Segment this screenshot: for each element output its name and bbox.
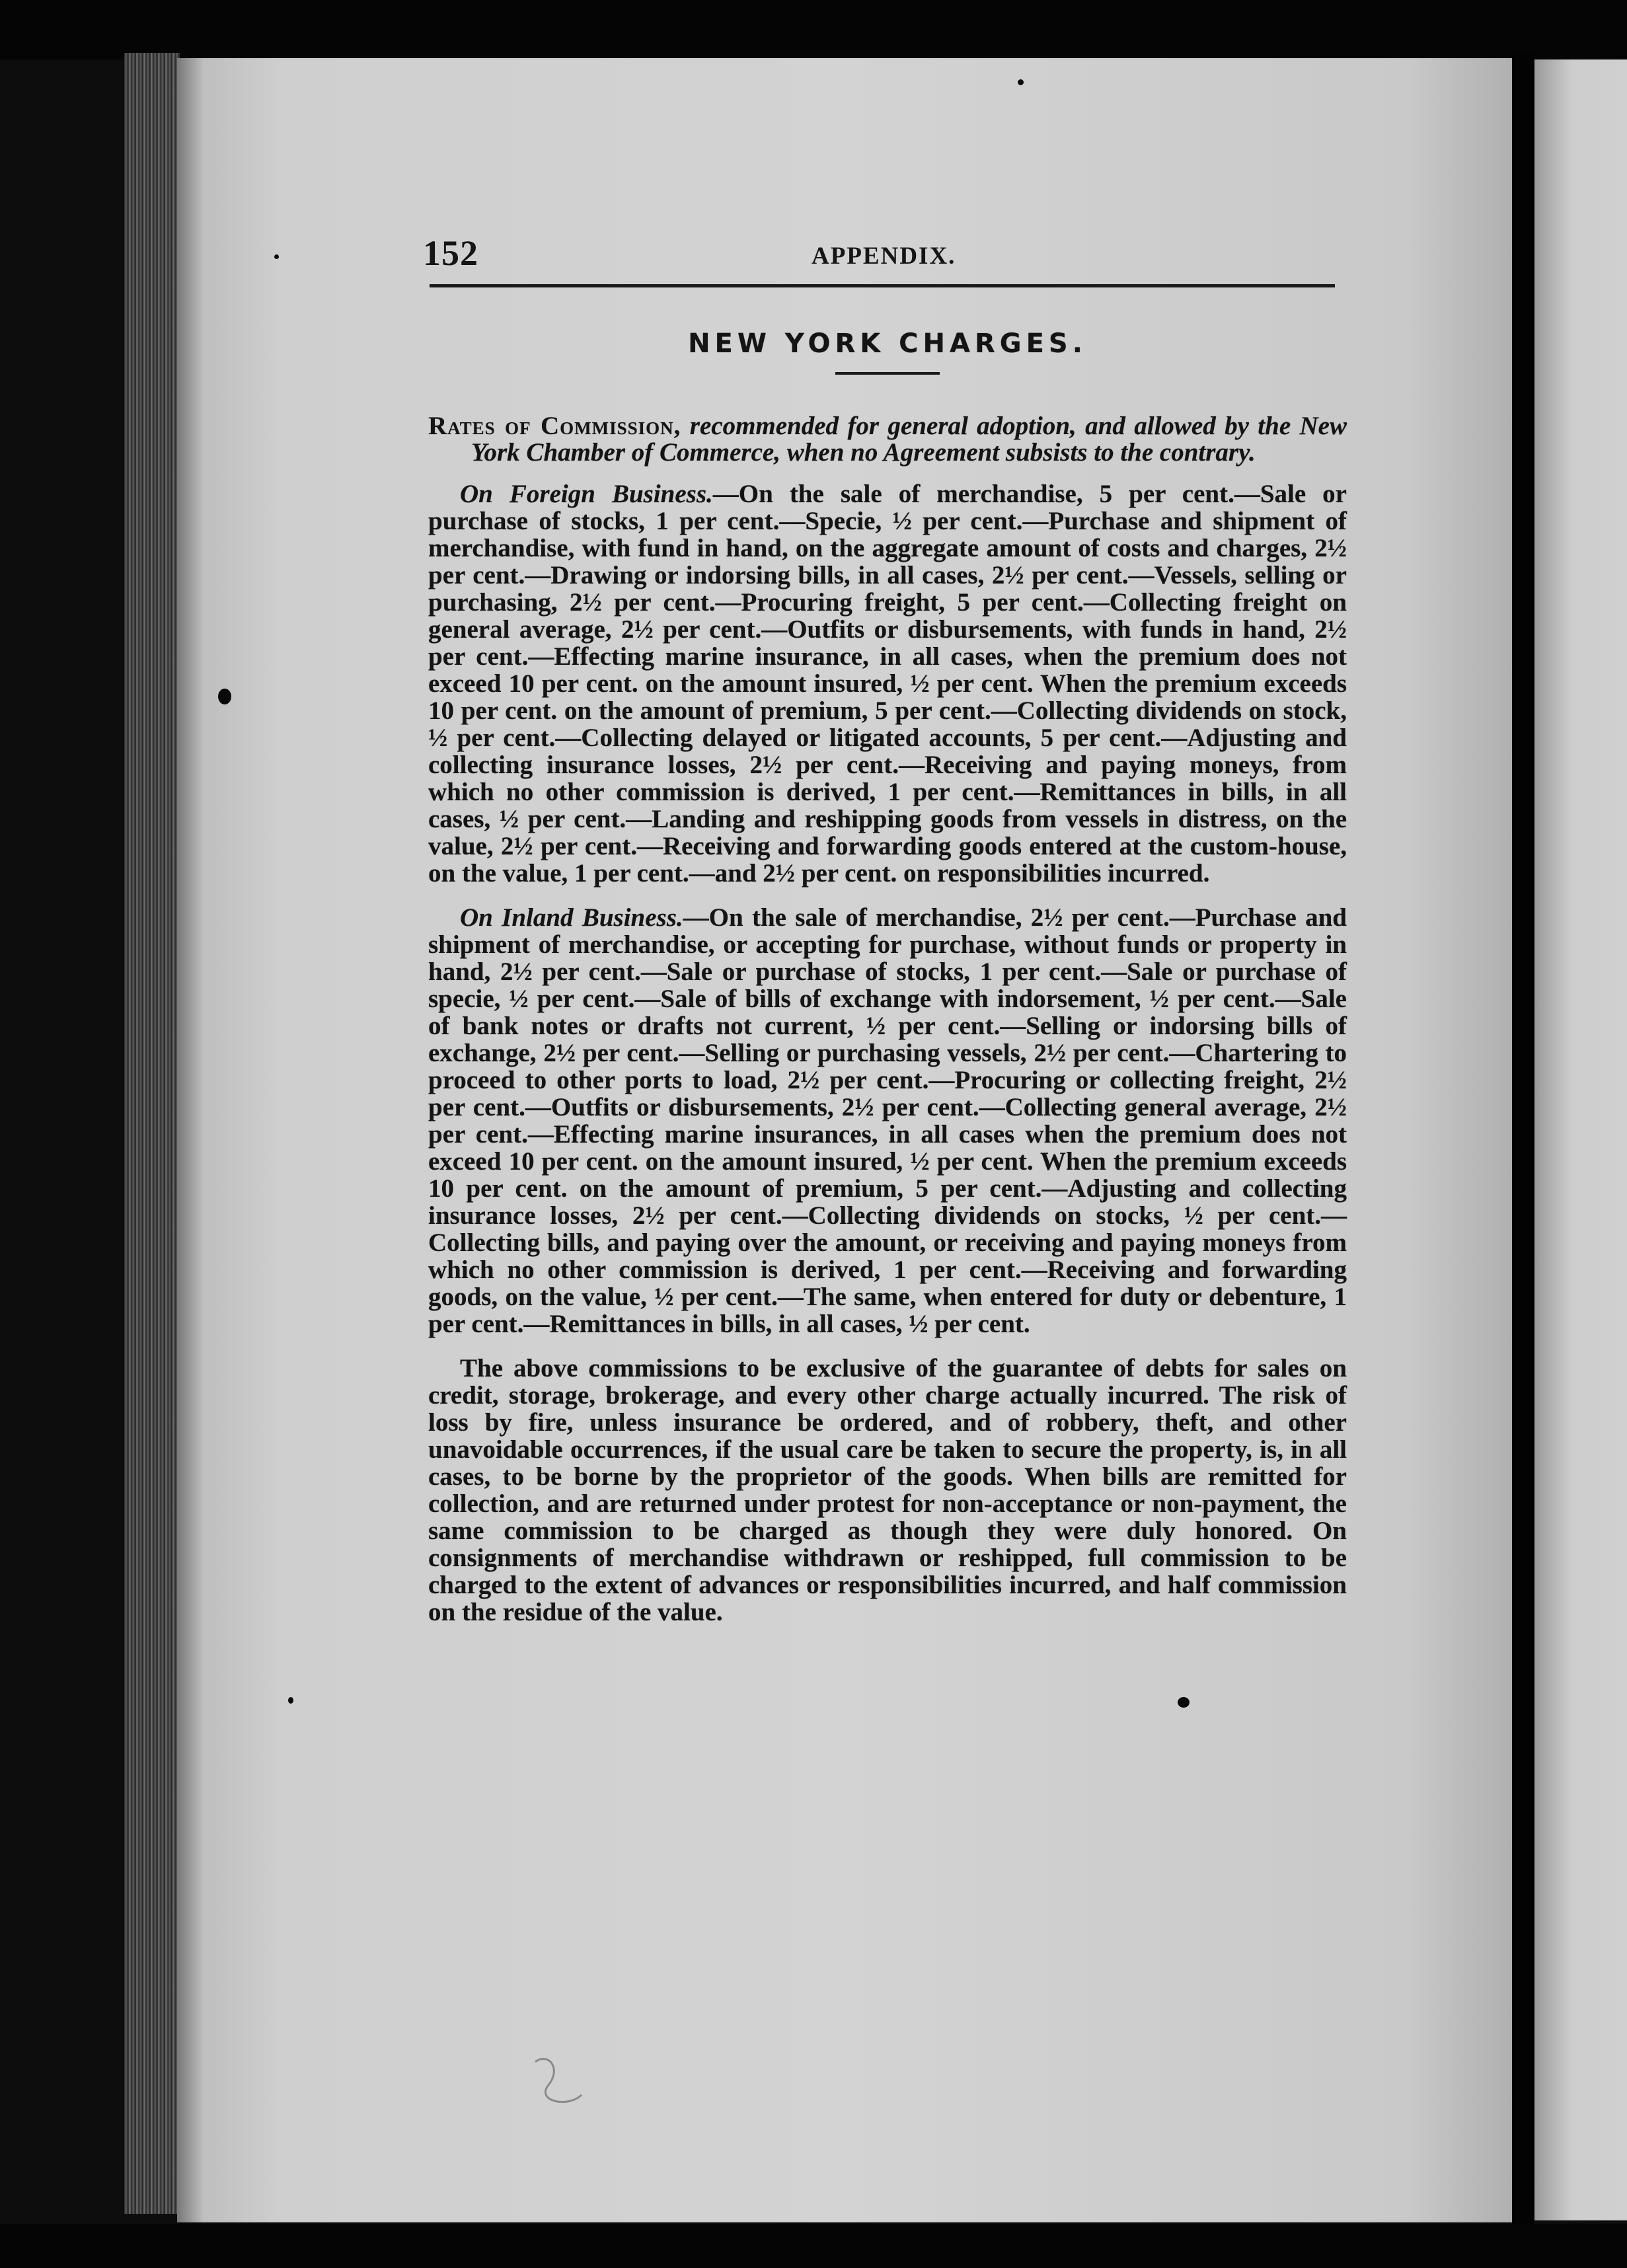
foreign-business-text: —On the sale of merchandise, 5 per cent.—Sale or purchase of stocks, 1 per cent.—Specie, ½ per cent.—Purchase and shipment of merchandise, with fund in hand, on the aggregate amount of costs and charges, 2½ per cent.—Drawing or indorsing bills, in all cases, 2½ per cent.—Vessels, selling or purchasing, 2½ per cent.—Procuring freight, 5 per cent.—Collecting freight on general average, 2½ per cent.—Outfits or disbursements, with funds in hand, 2½ per cent.—Effecting marine insurance, in all cases, when the premium does not exceed 10 per cent. on the amount insured, ½ per cent. When the premium exceeds 10 per cent. on the amount of premium, 5 per cent.—Collecting dividends on stock, ½ per cent.—Collecting delayed or litigated accounts, 5 per cent.—Adjusting and collecting insurance losses, 2½ per cent.—Receiving and paying moneys, from which no other commission is derived, 1 per cent.—Remittances in bills, in all cases, ½ per cent.—Landing and reshipping goods from vessels in distress, on the value, 2½ per cent.—Receiving and forwarding goods entered at the custom-house, on the value, 1 per cent.—and 2½ per cent. on responsibilities incurred. (428, 480, 1347, 888)
article-title: NEW YORK CHARGES. (688, 328, 1087, 359)
inland-business-paragraph (428, 904, 1347, 1338)
page-header (423, 233, 1342, 283)
header-rule (430, 284, 1335, 287)
foreign-business-lead: On Foreign Business. (460, 480, 713, 508)
rates-subheading: recommended for general adoption, and allowed by the New York Chamber of Commerce, when no Agreement subsists to the contrary. (471, 412, 1347, 467)
facing-page-edge (1534, 59, 1627, 2220)
ink-speck (218, 689, 231, 704)
ink-speck (1018, 79, 1024, 85)
article-body (428, 311, 1347, 1643)
page-number: 152 (423, 233, 478, 273)
pencil-mark (529, 2049, 588, 2121)
foreign-business-paragraph (428, 480, 1347, 887)
book-page-edges (124, 53, 180, 2214)
scan-border-top (0, 0, 1627, 59)
inland-business-lead: On Inland Business. (460, 903, 683, 932)
rates-heading: Rates of Commission, (428, 412, 681, 440)
ink-speck (288, 1697, 293, 1704)
page-binding-shadow (177, 58, 204, 2222)
running-head: APPENDIX. (812, 243, 956, 270)
ink-speck (1178, 1697, 1190, 1708)
rates-heading-paragraph (428, 413, 1347, 466)
closing-paragraph: The above commissions to be exclusive of the guarantee of debts for sales on credit, storage, brokerage, and every other charge actually incurred. The risk of loss by fire, unless insurance be ordered, and of robbery, theft, and other unavoidable occurrences, if the usual care be taken to secure the property, is, in all cases, to be borne by the proprietor of the goods. When bills are remitted for collection, and are returned under protest for non-acceptance or non-payment, the same commission to be charged as though they were duly honored. On consignments of merchandise withdrawn or reshipped, full commission to be charged to the extent of advances or responsibilities incurred, and half commission on the residue of the value. (428, 1354, 1347, 1626)
title-rule (835, 372, 940, 375)
inland-business-text: —On the sale of merchandise, 2½ per cent.—Purchase and shipment of merchandise, or accepting for purchase, without funds or property in hand, 2½ per cent.—Sale or purchase of stocks, 1 per cent.—Sale or purchase of specie, ½ per cent.—Sale of bills of exchange with indorsement, ½ per cent.—Sale of bank notes or drafts not current, ½ per cent.—Selling or indorsing bills of exchange, 2½ per cent.—Selling or purchasing vessels, 2½ per cent.—Chartering to proceed to other ports to load, 2½ per cent.—Procuring or collecting freight, 2½ per cent.—Outfits or disbursements, 2½ per cent.—Collecting general average, 2½ per cent.—Effecting marine insurances, in all cases when the premium does not exceed 10 per cent. on the amount insured, ½ per cent. When the premium exceeds 10 per cent. on the amount of premium, 5 per cent.—Adjusting and collecting insurance losses, 2½ per cent.—Collecting dividends on stocks, ½ per cent.—Collecting bills, and paying over the amount, or receiving and paying moneys from which no other commission is derived, 1 per cent.—Receiving and forwarding goods, on the value, ½ per cent.—The same, when entered for duty or debenture, 1 per cent.—Remittances in bills, in all cases, ½ per cent. (428, 903, 1347, 1338)
scan-border-bottom (0, 2224, 1627, 2268)
book-gutter (1512, 53, 1534, 2227)
ink-speck (274, 254, 279, 259)
